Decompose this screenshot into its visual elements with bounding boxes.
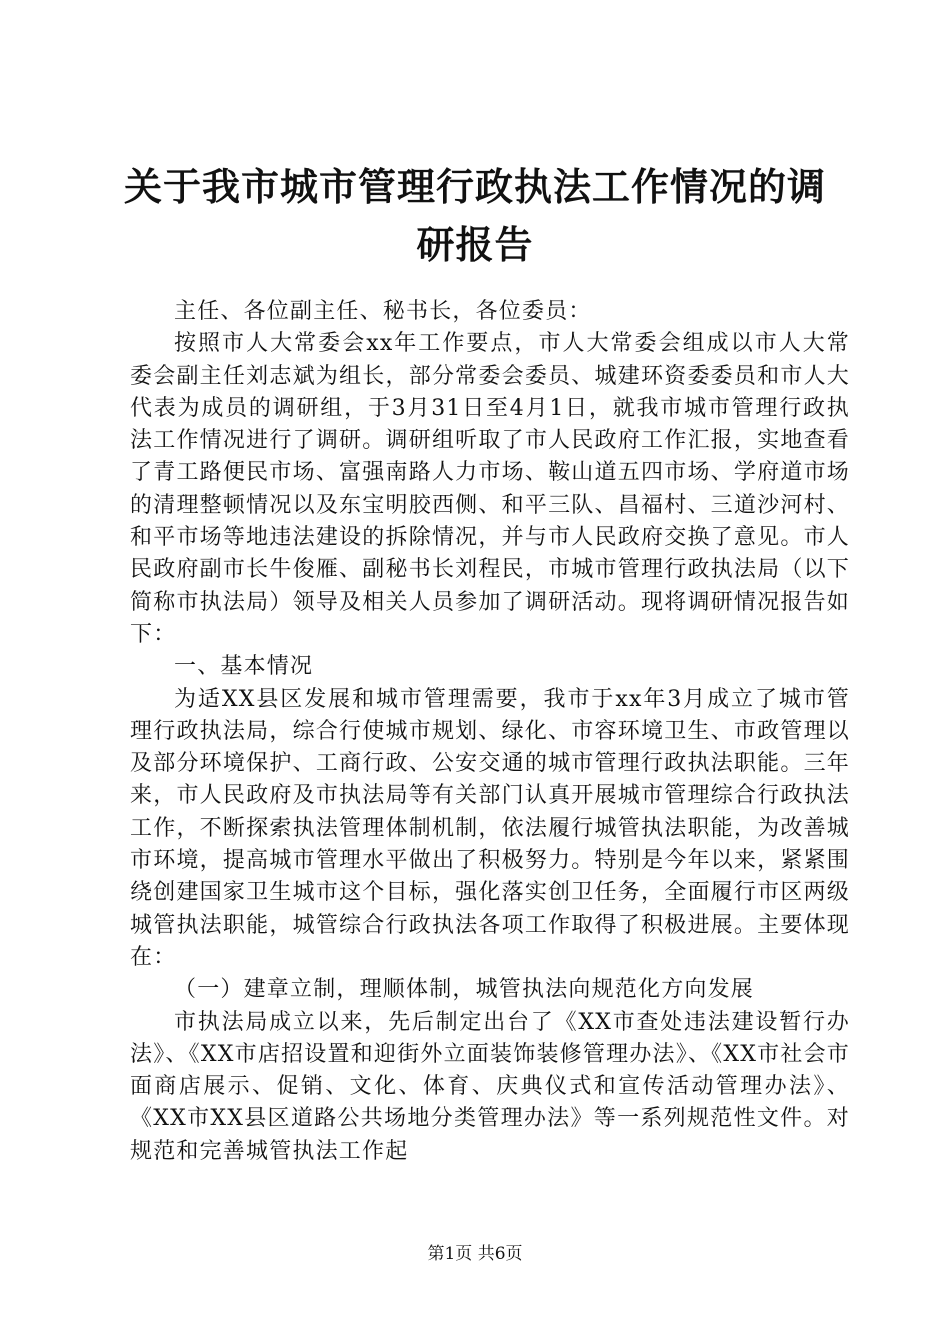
- document-title: 关于我市城市管理行政执法工作情况的调研报告: [123, 164, 826, 267]
- salutation: 主任、各位副主任、秘书长，各位委员：: [174, 299, 592, 324]
- paragraph: 为适XX县区发展和城市管理需要，我市于xx年3月成立了城市管理行政执法局，综合行使城市规划、绿化、市容环境卫生、市政管理以及部分环境保护、工商行政、公安交通的城市管理行政执法职能。三年来，市人民政府及市执法局等有关部门认真开展城市管理综合行政执法工作，不断探索执法管理体制机制，依法履行城管执法职能，为改善城市环境，提高城市管理水平做出了积极努力。特别是今年以来，紧紧围绕创建国家卫生城市这个目标，强化落实创卫任务，全面履行市区两级城管执法职能，城管综合行政执法各项工作取得了积极进展。主要体现在：: [130, 686, 850, 970]
- paragraph: 按照市人大常委会xx年工作要点，市人大常委会组成以市人大常委会副主任刘志斌为组长，部分常委会委员、城建环资委委员和市人大代表为成员的调研组，于3月31日至4月1日，就我市城市管理行政执法工作情况进行了调研。调研组听取了市人民政府工作汇报，实地查看了青工路便民市场、富强南路人力市场、鞍山道五四市场、学府道市场的清理整顿情况以及东宝明胶西侧、和平三队、昌福村、三道沙河村、和平市场等地违法建设的拆除情况，并与市人民政府交换了意见。市人民政府副市长牛俊雁、副秘书长刘程民，市城市管理行政执法局（以下简称市执法局）领导及相关人员参加了调研活动。现将调研情况报告如下：: [130, 331, 850, 647]
- document-body: [130, 296, 850, 1168]
- subsection-heading: （一）建章立制，理顺体制，城管执法向规范化方向发展: [174, 977, 755, 1003]
- section-heading: 一、基本情况: [174, 654, 314, 680]
- page-number: 第1页 共6页: [427, 1244, 523, 1264]
- paragraph: 市执法局成立以来，先后制定出台了《XX市查处违法建设暂行办法》、《XX市店招设置和迎街外立面装饰装修管理办法》、《XX市社会市面商店展示、促销、文化、体育、庆典仪式和宣传活动管理办法》、《XX市XX县区道路公共场地分类管理办法》等一系列规范性文件。对规范和完善城管执法工作起: [130, 1009, 850, 1164]
